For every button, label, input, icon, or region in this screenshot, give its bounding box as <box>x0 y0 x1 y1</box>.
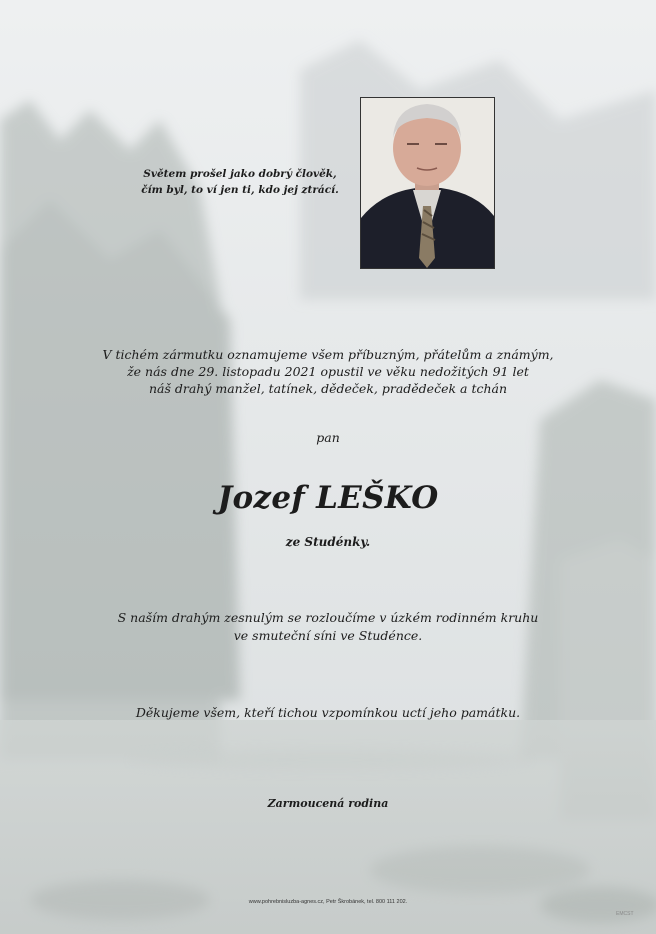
corner-mark: EMCST <box>616 911 634 917</box>
family-signoff: Zarmoucená rodina <box>267 797 389 810</box>
salutation: pan <box>316 430 340 445</box>
thanks-message: Děkujeme všem, kteří tichou vzpomínkou uctí jeho památku. <box>135 705 521 720</box>
funeral-info <box>0 609 656 645</box>
motto-line: čím byl, to ví jen ti, kdo jej ztrácí. <box>141 184 339 196</box>
deceased-origin: ze Studénky. <box>285 535 371 549</box>
intro-line: V tichém zármutku oznamujeme všem příbuzným, přátelům a známým, <box>102 347 554 362</box>
motto <box>120 166 360 198</box>
intro-line: že nás dne 29. listopadu 2021 opustil ve věku nedožitých 91 let <box>127 364 529 379</box>
announcement-intro <box>0 346 656 397</box>
deceased-name: Jozef LEŠKO <box>217 480 439 516</box>
deceased-photo <box>360 97 495 269</box>
funeral-service-footer: www.pohrebnisluzba-agnes.cz, Petr Škrobánek, tel. 800 111 202. <box>248 899 408 905</box>
motto-line: Světem prošel jako dobrý člověk, <box>143 168 337 180</box>
funeral-line: S naším drahým zesnulým se rozloučíme v úzkém rodinném kruhu <box>117 610 539 625</box>
intro-line: náš drahý manžel, tatínek, dědeček, pradědeček a tchán <box>148 381 508 396</box>
funeral-line: ve smuteční síni ve Studénce. <box>233 628 423 643</box>
portrait-image <box>361 98 494 268</box>
